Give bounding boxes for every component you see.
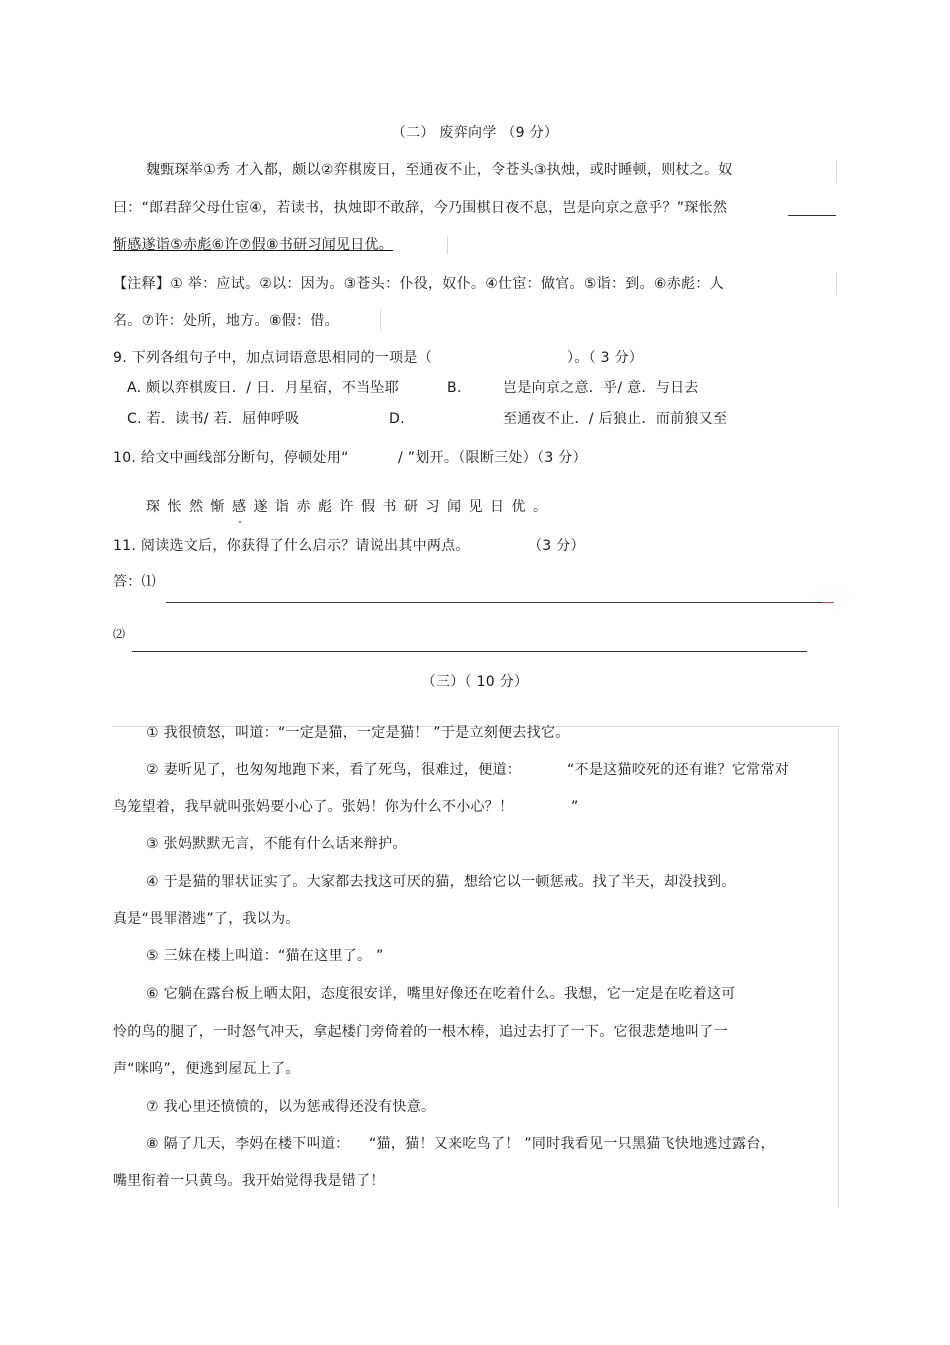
scan-artifact-line [838,726,839,1208]
paragraph-8-quote: “猫，猫！又来吃鸟了！ ”同时我看见一只黑猫飞快地逃过露台， [369,1136,775,1152]
q9-option-d-label: D. [389,411,405,427]
paragraph-6: ⑥ 它躺在露台板上晒太阳，态度很安详，嘴里好像还在吃着什么。我想，它一定是在吃着这可 [146,986,736,1002]
q9-option-b-label: B. [447,380,462,396]
scan-dot [239,521,241,523]
q11-score: （3 分） [528,538,585,554]
paragraph-2-start: ② 妻听见了，也匆匆地跑下来，看了死鸟，很难过，便道： [146,762,522,778]
paragraph-6-cont-2: 声“咪呜”，便逃到屋瓦上了。 [113,1061,300,1077]
paragraph-3: ③ 张妈默默无言，不能有什么话来辩护。 [146,836,407,852]
passage-line-3-underlined: 惭感遂诣⑤赤彪⑥许⑦假⑧书研习闻见日优。 [113,237,394,253]
answer-line-1[interactable] [166,602,826,603]
q10-sentence: 琛怅然惭感遂诣赤彪许假书研习闻见日优。 [146,499,555,515]
q10-stem: 10. 给文中画线部分断句，停顿处用“ [113,450,349,466]
q9-option-a: A. 颇以弈棋废日．/ 日．月星宿，不当坠耶 [127,380,399,396]
q9-stem: 9. 下列各组句子中，加点词语意思相同的一项是（ [113,350,433,366]
paragraph-4: ④ 于是猫的罪状证实了。大家都去找这可厌的猫，想给它以一顿惩戒。找了半天，却没找到。 [146,874,736,890]
notes-line-2: 名。⑦许：处所，地方。⑧假：借。 [113,313,339,329]
q11-stem: 11. 阅读选文后，你获得了什么启示？请说出其中两点。 [113,538,470,554]
blank-line [788,215,836,216]
scan-artifact-line [836,272,837,294]
scan-artifact-line [447,236,448,254]
paragraph-7: ⑦ 我心里还愤愤的，以为惩戒得还没有快意。 [146,1099,436,1115]
paragraph-2-cont: 鸟笼望着，我早就叫张妈要小心了。张妈！你为什么不小心？！ [113,799,514,815]
paragraph-2-quote: “不是这猫咬死的还有谁？它常常对 [567,762,790,778]
q11-answer-1-label: 答：⑴ [113,574,156,590]
q9-option-c: C. 若．读书/ 若．屈伸呼吸 [127,411,300,427]
passage-line-2: 曰：“郎君辞父母仕宦④，若读书，执烛即不敢辞，今乃围棋日夜不息，岂是向京之意乎？”琛怅然 [113,200,728,216]
paragraph-5: ⑤ 三妹在楼上叫道：“猫在这里了。 ” [146,948,384,964]
scan-mark [822,602,834,603]
paragraph-4-cont: 真是“畏罪潜逃”了，我以为。 [113,911,300,927]
q10-stem-mid: / ”划开。（限断三处）（3 分） [398,450,587,466]
section-title-2: （二） 废弈向学 （9 分） [391,125,559,141]
passage-line-1: 魏甄琛举①秀 才入都，颇以②弈棋废日，至通夜不止，令苍头③执烛，或时睡顿，则杖之。奴 [146,162,733,178]
paragraph-2-end-quote: ” [571,799,579,815]
paragraph-8-start: ⑧ 隔了几天，李妈在楼下叫道： [146,1136,350,1152]
paragraph-1: ① 我很愤怒，叫道：“一定是猫，一定是猫！ ”于是立刻便去找它。 [146,725,570,741]
paragraph-6-cont-1: 怜的鸟的腿了，一时怒气冲天，拿起楼门旁倚着的一根木棒，追过去打了一下。它很悲楚地叫了一 [113,1024,728,1040]
paragraph-8-cont: 嘴里衔着一只黄鸟。我开始觉得我是错了！ [113,1173,385,1189]
q9-stem-end: ）。（ 3 分） [567,350,644,366]
q9-option-d: 至通夜不止．/ 后狼止．而前狼又至 [503,411,728,427]
scan-artifact-line [836,160,837,182]
notes-line-1: 【注释】① 举：应试。②以：因为。③苍头：仆役，奴仆。④仕宦：做官。⑤诣：到。⑥赤彪：人 [113,276,724,292]
section-title-3: （三）（ 10 分） [421,674,529,690]
answer-line-2[interactable] [132,651,807,652]
scan-artifact-line [380,309,381,331]
q11-answer-2-label: ⑵ [113,627,126,641]
q9-option-b: 岂是向京之意．乎/ 意．与日去 [503,380,699,396]
